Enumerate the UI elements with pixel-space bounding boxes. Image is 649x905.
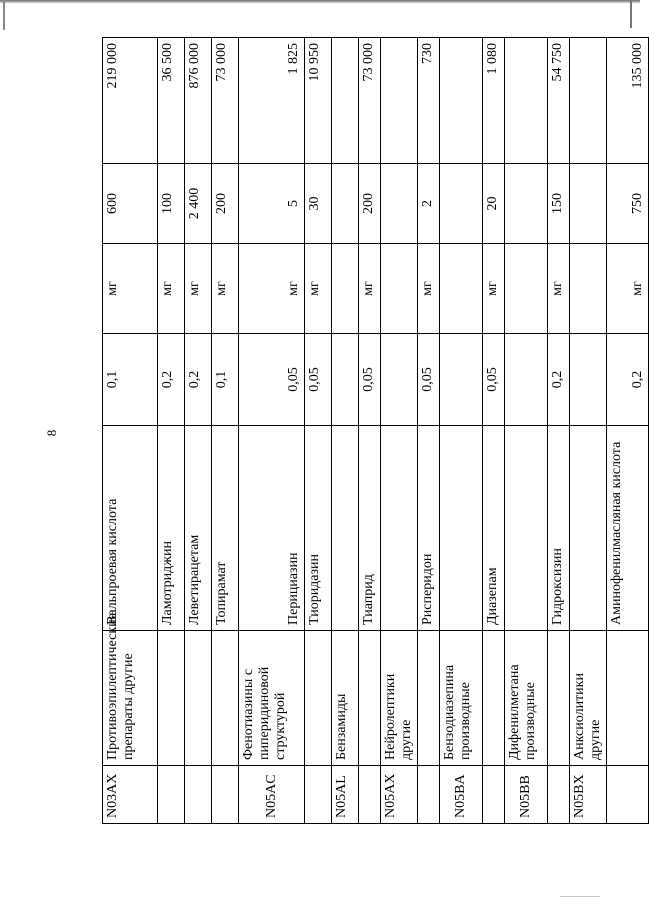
group-cell: Нейролептики другие	[381, 631, 418, 766]
table-row	[418, 38, 440, 824]
ratio-cell: 0,05	[418, 334, 440, 426]
dose-cell: 150	[548, 164, 570, 244]
table-row	[212, 38, 239, 824]
ratio-cell	[440, 334, 483, 426]
dose-cell: 200	[212, 164, 239, 244]
amount-cell: 36 500	[158, 38, 185, 164]
ratio-cell: 0,1	[103, 334, 158, 426]
amount-cell: 54 750	[548, 38, 570, 164]
group-cell: Бензодиазепина производные	[440, 631, 483, 766]
ratio-cell	[505, 334, 548, 426]
substance-cell: Вальпроевая кислота	[103, 426, 158, 631]
substance-cell	[440, 426, 483, 631]
substance-cell	[505, 426, 548, 631]
unit-cell	[332, 244, 359, 334]
unit-cell: мг	[483, 244, 505, 334]
amount-cell: 219 000	[103, 38, 158, 164]
table-row	[239, 38, 305, 824]
scan-mark	[560, 896, 600, 897]
atc-code-cell	[548, 766, 570, 824]
dose-cell: 5	[239, 164, 305, 244]
unit-cell: мг	[359, 244, 381, 334]
dose-cell	[332, 164, 359, 244]
unit-cell	[381, 244, 418, 334]
table-row	[570, 38, 607, 824]
substance-cell: Рисперидон	[418, 426, 440, 631]
unit-cell	[570, 244, 607, 334]
ratio-cell: 0,2	[158, 334, 185, 426]
atc-code-cell	[483, 766, 505, 824]
table-row	[332, 38, 359, 824]
unit-cell	[505, 244, 548, 334]
amount-cell: 876 000	[185, 38, 212, 164]
atc-code-cell	[607, 766, 649, 824]
atc-code-cell	[212, 766, 239, 824]
table-row	[185, 38, 212, 824]
unit-cell: мг	[607, 244, 649, 334]
table-row	[359, 38, 381, 824]
ratio-cell: 0,2	[185, 334, 212, 426]
substance-cell: Ламотриджин	[158, 426, 185, 631]
atc-code-cell	[418, 766, 440, 824]
scan-mark	[3, 0, 5, 30]
ratio-cell	[381, 334, 418, 426]
substance-cell	[332, 426, 359, 631]
ratio-cell: 0,1	[212, 334, 239, 426]
substance-cell: Диазепам	[483, 426, 505, 631]
amount-cell: 73 000	[359, 38, 381, 164]
group-cell: Бензамиды	[332, 631, 359, 766]
amount-cell	[440, 38, 483, 164]
atc-code-cell: N05BX	[570, 766, 607, 824]
group-cell: Дифенилметана производные	[505, 631, 548, 766]
unit-cell	[440, 244, 483, 334]
drug-table	[102, 37, 649, 824]
unit-cell: мг	[185, 244, 212, 334]
amount-cell	[505, 38, 548, 164]
unit-cell: мг	[212, 244, 239, 334]
atc-code-cell: N05AX	[381, 766, 418, 824]
amount-cell: 730	[418, 38, 440, 164]
ratio-cell: 0,2	[548, 334, 570, 426]
atc-code-cell	[185, 766, 212, 824]
group-cell: Фенотиазины с пиперидиновой структурой	[239, 631, 305, 766]
substance-cell	[381, 426, 418, 631]
unit-cell: мг	[305, 244, 332, 334]
group-cell	[359, 631, 381, 766]
table-row	[505, 38, 548, 824]
table-row	[103, 38, 158, 824]
amount-cell: 1 825	[239, 38, 305, 164]
table-row	[440, 38, 483, 824]
group-cell	[418, 631, 440, 766]
ratio-cell: 0,05	[359, 334, 381, 426]
scan-mark	[630, 0, 632, 28]
substance-cell: Тиоридазин	[305, 426, 332, 631]
table-container	[102, 38, 645, 824]
group-cell	[305, 631, 332, 766]
table-row	[548, 38, 570, 824]
amount-cell: 1 080	[483, 38, 505, 164]
group-cell	[212, 631, 239, 766]
group-cell	[158, 631, 185, 766]
amount-cell	[381, 38, 418, 164]
unit-cell: мг	[239, 244, 305, 334]
dose-cell: 100	[158, 164, 185, 244]
unit-cell: мг	[158, 244, 185, 334]
dose-cell	[570, 164, 607, 244]
amount-cell: 73 000	[212, 38, 239, 164]
ratio-cell: 0,05	[305, 334, 332, 426]
dose-cell: 20	[483, 164, 505, 244]
group-cell	[185, 631, 212, 766]
page-number: 8	[44, 429, 59, 437]
atc-code-cell: N05AC	[239, 766, 305, 824]
scan-top-edge	[0, 0, 640, 3]
amount-cell	[332, 38, 359, 164]
dose-cell	[505, 164, 548, 244]
dose-cell: 2 400	[185, 164, 212, 244]
atc-code-cell: N03AX	[103, 766, 158, 824]
group-cell: Противоэпилептические препараты другие	[103, 631, 158, 766]
substance-cell: Топирамат	[212, 426, 239, 631]
dose-cell: 200	[359, 164, 381, 244]
ratio-cell	[332, 334, 359, 426]
substance-cell: Гидроксизин	[548, 426, 570, 631]
dose-cell: 2	[418, 164, 440, 244]
ratio-cell: 0,05	[239, 334, 305, 426]
unit-cell: мг	[418, 244, 440, 334]
table-row	[483, 38, 505, 824]
atc-code-cell	[305, 766, 332, 824]
ratio-cell: 0,2	[607, 334, 649, 426]
amount-cell	[570, 38, 607, 164]
group-cell: Анксиолитики другие	[570, 631, 607, 766]
dose-cell: 30	[305, 164, 332, 244]
group-cell	[607, 631, 649, 766]
dose-cell: 600	[103, 164, 158, 244]
group-cell	[483, 631, 505, 766]
substance-cell	[570, 426, 607, 631]
atc-code-cell: N05AL	[332, 766, 359, 824]
dose-cell: 750	[607, 164, 649, 244]
ratio-cell	[570, 334, 607, 426]
table-row	[607, 38, 649, 824]
substance-cell: Аминофенилмасляная кислота	[607, 426, 649, 631]
dose-cell	[381, 164, 418, 244]
amount-cell: 135 000	[607, 38, 649, 164]
atc-code-cell	[359, 766, 381, 824]
substance-cell: Тиаприд	[359, 426, 381, 631]
table-row	[305, 38, 332, 824]
unit-cell: мг	[103, 244, 158, 334]
table-row	[158, 38, 185, 824]
ratio-cell: 0,05	[483, 334, 505, 426]
amount-cell: 10 950	[305, 38, 332, 164]
table-row	[381, 38, 418, 824]
substance-cell: Перициазин	[239, 426, 305, 631]
atc-code-cell: N05BB	[505, 766, 548, 824]
dose-cell	[440, 164, 483, 244]
unit-cell: мг	[548, 244, 570, 334]
substance-cell: Леветирацетам	[185, 426, 212, 631]
atc-code-cell: N05BA	[440, 766, 483, 824]
group-cell	[548, 631, 570, 766]
atc-code-cell	[158, 766, 185, 824]
